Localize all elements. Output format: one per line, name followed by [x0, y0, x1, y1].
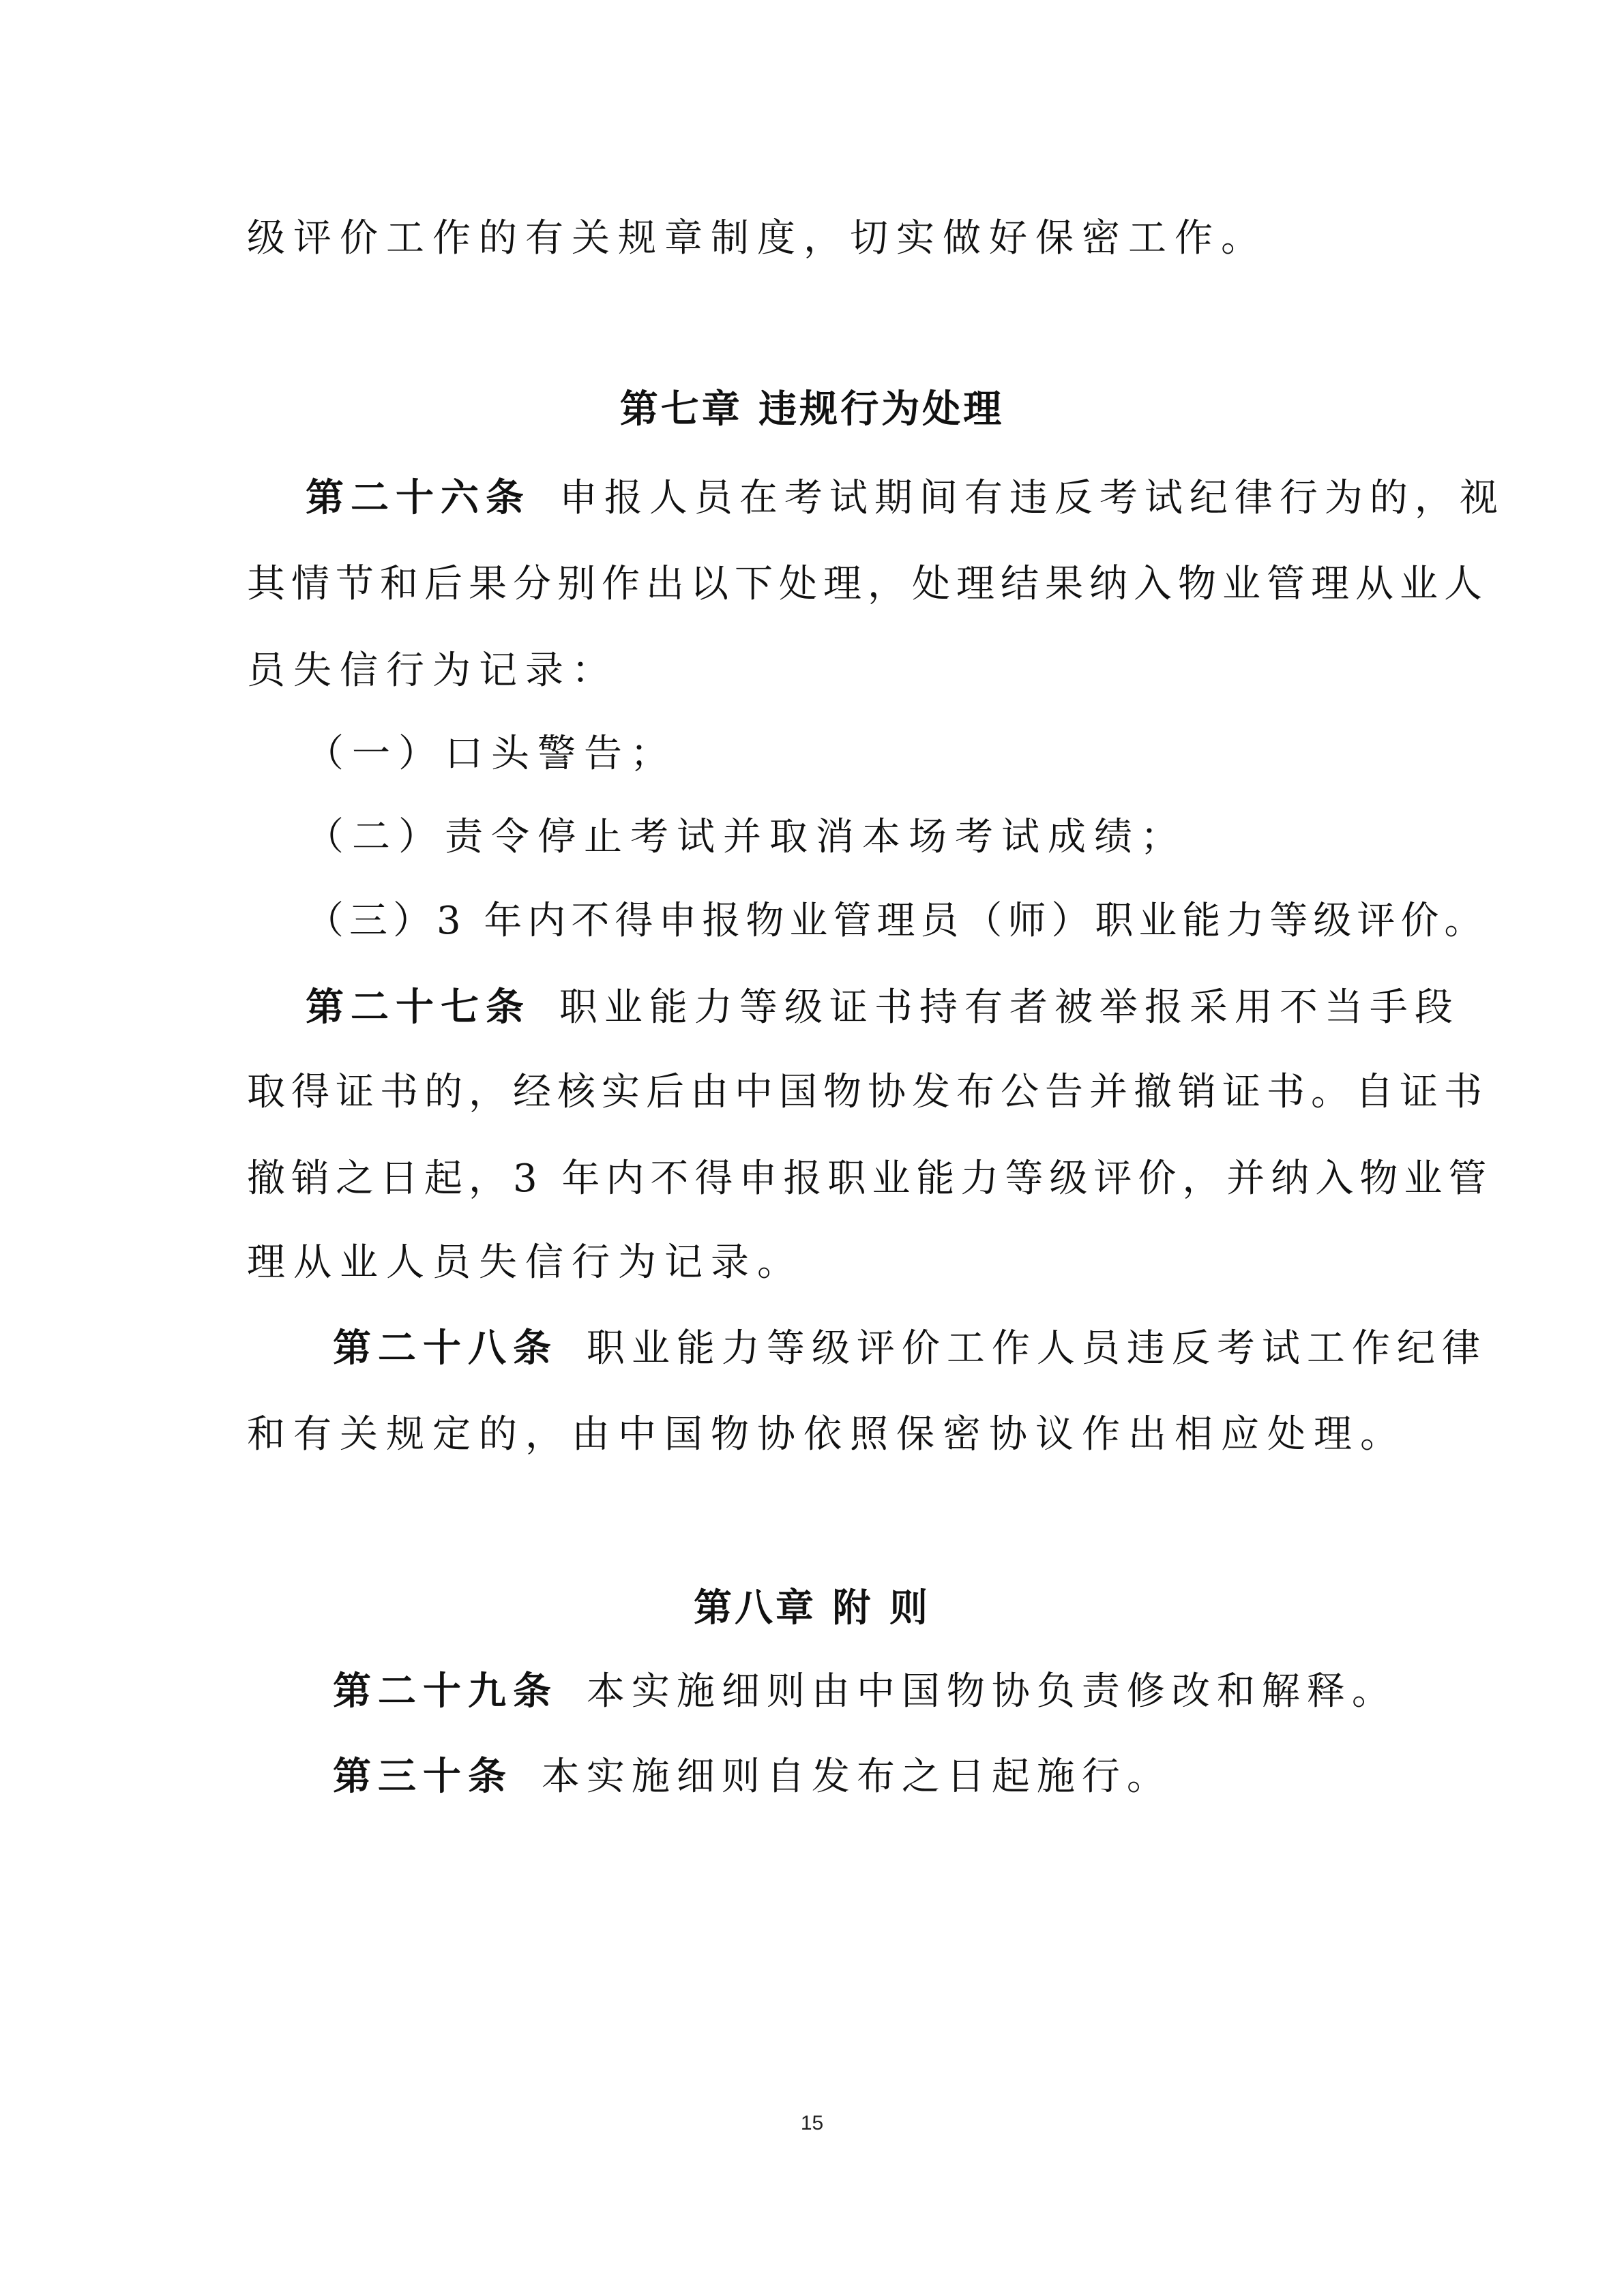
article-26-line-3: 员失信行为记录：: [247, 648, 618, 693]
article-26-text: 申报人员在考试期间有违反考试纪律行为的，视: [559, 476, 1505, 520]
article-26-item-2: （二）责令停止考试并取消本场考试成绩；: [306, 815, 1187, 859]
article-27-line-2: 取得证书的，经核实后由中国物协发布公告并撤销证书。自证书: [247, 1070, 1488, 1114]
article-27-label: 第二十七条: [306, 985, 531, 1030]
article-26-item-1: （一）口头警告；: [306, 732, 677, 776]
chapter-heading-7: 第七章 违规行为处理: [619, 387, 1005, 432]
article-26-line-1: [306, 471, 1505, 525]
chapter-heading-8: 第八章 附 则: [694, 1585, 930, 1630]
article-30-text: 本实施细则自发布之日起施行。: [541, 1755, 1172, 1799]
article-28-label: 第二十八条: [333, 1326, 558, 1371]
article-28-line-1: [333, 1321, 1487, 1375]
article-26-item-3: （三）3 年内不得申报物业管理员（师）职业能力等级评价。: [306, 899, 1488, 943]
article-26-line-2: 其情节和后果分别作出以下处理，处理结果纳入物业管理从业人: [247, 562, 1488, 606]
article-28-text: 职业能力等级评价工作人员违反考试工作纪律: [586, 1326, 1487, 1371]
article-28-line-2: 和有关规定的，由中国物协依照保密协议作出相应处理。: [247, 1412, 1406, 1457]
article-26-label: 第二十六条: [306, 475, 531, 520]
article-27-line-3: 撤销之日起，3 年内不得申报职业能力等级评价，并纳入物业管: [247, 1157, 1493, 1201]
article-29-line-1: [333, 1664, 1397, 1718]
article-30-line-1: [333, 1749, 1172, 1804]
article-29-text: 本实施细则由中国物协负责修改和解释。: [586, 1669, 1397, 1714]
article-27-line-1: [306, 980, 1460, 1034]
article-30-label: 第三十条: [333, 1754, 513, 1799]
article-29-label: 第二十九条: [333, 1669, 558, 1714]
page-number: 15: [800, 2112, 824, 2134]
article-27-text: 职业能力等级证书持有者被举报采用不当手段: [559, 985, 1460, 1030]
paragraph-line: 级评价工作的有关规章制度，切实做好保密工作。: [247, 216, 1267, 260]
article-27-line-4: 理从业人员失信行为记录。: [247, 1240, 803, 1285]
